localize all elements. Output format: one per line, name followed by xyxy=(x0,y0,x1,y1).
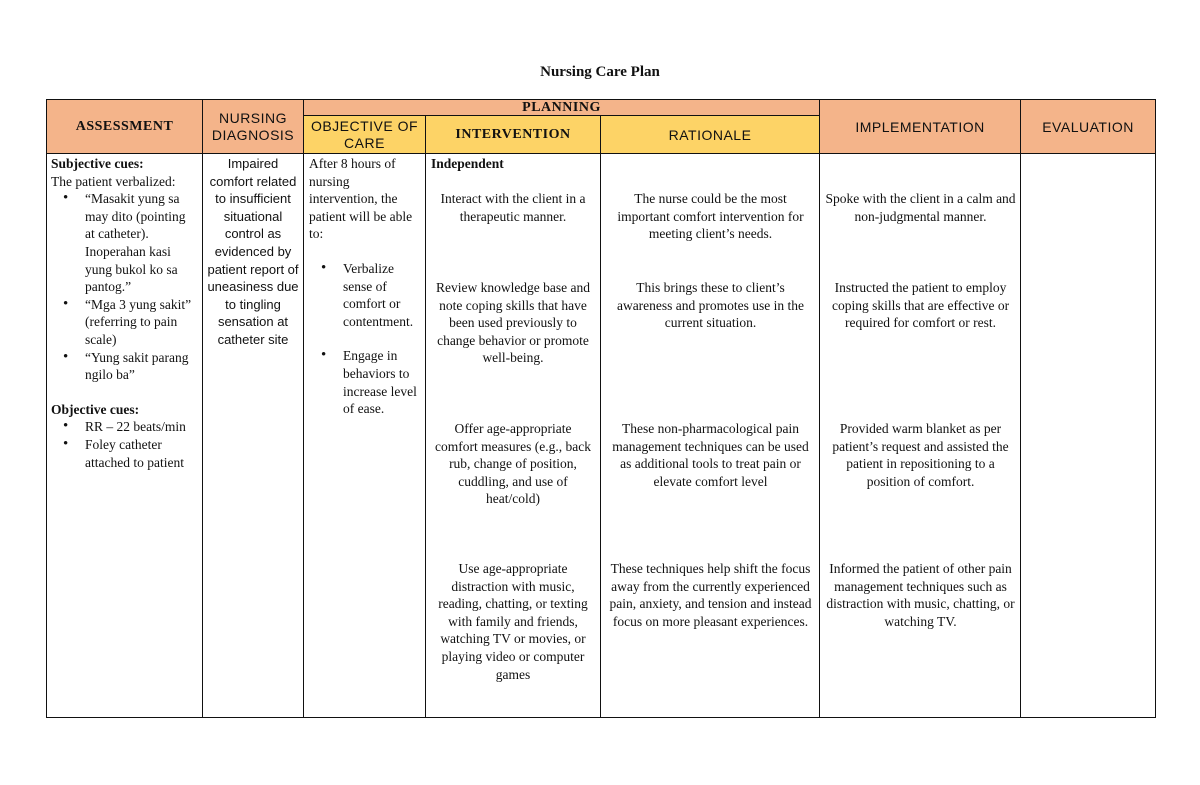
implementation-item: Provided warm blanket as per patient’s request and assisted the patient in repositioning to a position of comfort. xyxy=(832,421,1009,489)
subjective-intro: The patient verbalized: xyxy=(51,173,176,189)
rationale-cell xyxy=(601,154,820,718)
list-item: • RR – 22 beats/min xyxy=(85,418,198,436)
implementation-item: Instructed the patient to employ coping skills that are effective or required for comfort or rest. xyxy=(832,280,1010,331)
objective-cues-list xyxy=(51,418,198,471)
header-implementation: IMPLEMENTATION xyxy=(820,100,1021,154)
evaluation-cell xyxy=(1021,154,1156,718)
assessment-cell xyxy=(47,154,203,718)
rationale-item: These techniques help shift the focus away from the currently experienced pain, anxiety, and tension and instead focus on more pleasant experiences. xyxy=(609,561,812,629)
care-plan-table xyxy=(46,99,1156,718)
subjective-cues-list xyxy=(51,190,198,384)
implementation-cell xyxy=(820,154,1021,718)
intervention-item: Interact with the client in a therapeutic manner. xyxy=(440,191,586,224)
header-nursing-diagnosis: NURSING DIAGNOSIS xyxy=(203,100,304,154)
rationale-item: The nurse could be the most important comfort intervention for meeting client’s needs. xyxy=(617,191,804,242)
list-item: • “Masakit yung sa may dito (pointing at catheter). Inoperahan kasi yung bukol ko sa pantog.” xyxy=(85,190,198,296)
list-item: • Engage in behaviors to increase level of ease. xyxy=(343,347,421,417)
header-rationale: RATIONALE xyxy=(601,116,820,154)
nursing-diagnosis-cell: Impaired comfort related to insufficient situational control as evidenced by patient report of uneasiness due to tingling sensation at catheter site xyxy=(203,154,304,718)
rationale-item: This brings these to client’s awareness and promotes use in the current situation. xyxy=(616,280,805,331)
header-planning: PLANNING xyxy=(304,100,820,116)
objective-intro: After 8 hours of nursing intervention, the patient will be able to: xyxy=(309,156,413,242)
header-objective-of-care: OBJECTIVE OF CARE xyxy=(304,116,426,154)
header-evaluation: EVALUATION xyxy=(1021,100,1156,154)
objective-of-care-cell xyxy=(304,154,426,718)
intervention-item: Review knowledge base and note coping skills that have been used previously to change behavior or promote well-being. xyxy=(435,280,591,366)
subjective-cues-title: Subjective cues: xyxy=(51,156,144,171)
implementation-item: Informed the patient of other pain management techniques such as distraction with music, chatting, or watching TV. xyxy=(826,561,1015,629)
list-item: • Verbalize sense of comfort or contentment. xyxy=(343,260,421,330)
list-item: • Foley catheter attached to patient xyxy=(85,436,198,471)
list-item: • “Mga 3 yung sakit” (referring to pain scale) xyxy=(85,296,198,349)
objective-cues-title: Objective cues: xyxy=(51,401,140,417)
header-assessment: ASSESSMENT xyxy=(47,100,203,154)
header-intervention: INTERVENTION xyxy=(426,116,601,154)
intervention-cell xyxy=(426,154,601,718)
page-title: Nursing Care Plan xyxy=(540,64,660,80)
implementation-item: Spoke with the client in a calm and non-judgmental manner. xyxy=(825,191,1016,224)
list-item: • “Yung sakit parang ngilo ba” xyxy=(85,349,198,384)
intervention-label: Independent xyxy=(431,156,504,171)
objective-of-care-list xyxy=(309,260,421,418)
intervention-item: Use age-appropriate distraction with music, reading, chatting, or texting with family and friends, watching TV or movies, or playing video or computer games xyxy=(438,561,588,682)
intervention-item: Offer age-appropriate comfort measures (e.g., back rub, change of position, cuddling, and use of heat/cold) xyxy=(435,421,591,507)
rationale-item: These non-pharmacological pain management techniques can be used as additional tools to treat pain or elevate comfort level xyxy=(612,421,809,489)
